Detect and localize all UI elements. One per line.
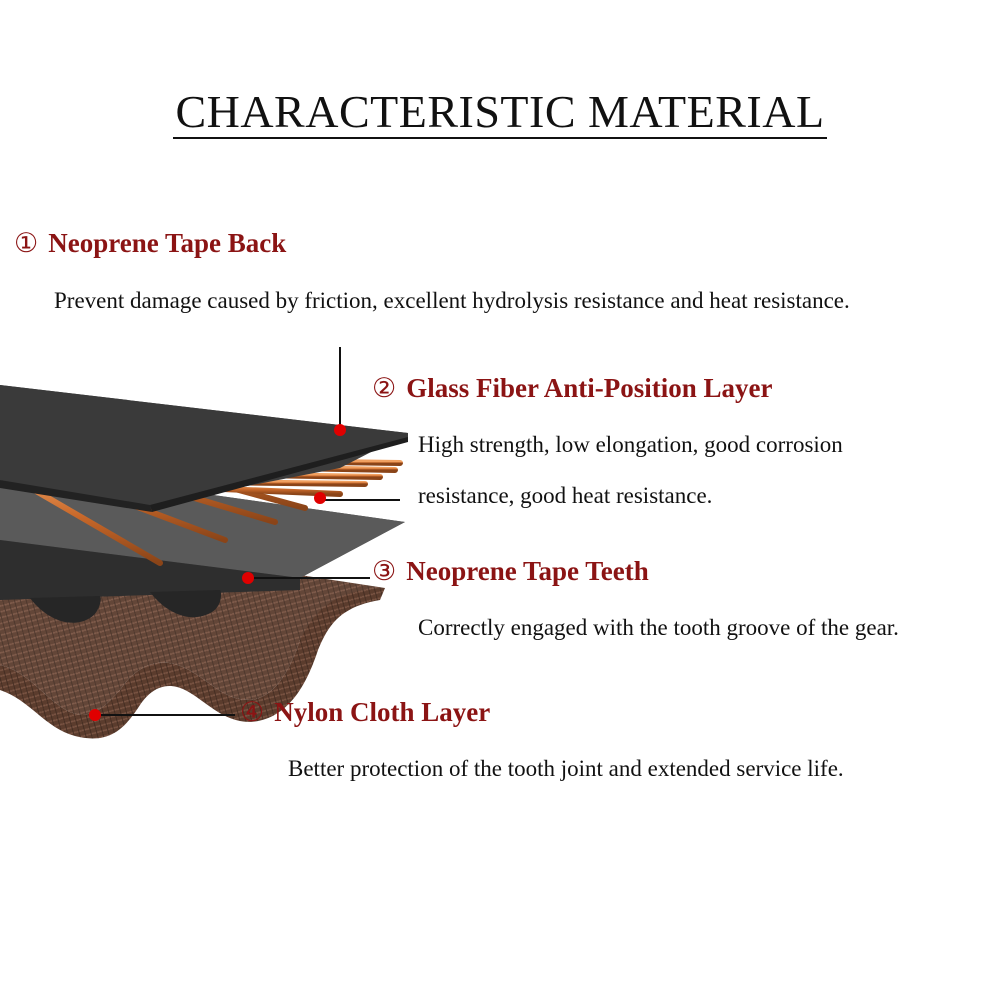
- layer-3-description: Correctly engaged with the tooth groove of the gear.: [418, 615, 899, 640]
- layer-4-description: Better protection of the tooth joint and extended service life.: [288, 756, 844, 781]
- layer-2-description-line-1: High strength, low elongation, good corrosion: [418, 432, 843, 457]
- layer-2-number: ②: [372, 373, 397, 403]
- layer-4-name: Nylon Cloth Layer: [274, 697, 491, 727]
- layer-3-heading: [372, 556, 649, 587]
- layer-1-description: Prevent damage caused by friction, excellent hydrolysis resistance and heat resistance.: [54, 288, 850, 313]
- page-title-text: CHARACTERISTIC MATERIAL: [173, 88, 826, 139]
- layer-3-name: Neoprene Tape Teeth: [406, 556, 649, 586]
- layer-4-number: ④: [240, 697, 265, 727]
- layer-3-number: ③: [372, 556, 397, 586]
- layer-2-heading: [372, 373, 772, 404]
- layer-2-description-line-2: resistance, good heat resistance.: [418, 483, 713, 508]
- layer-4-heading: [240, 697, 490, 728]
- page-title: [0, 88, 1000, 139]
- layer-1-name: Neoprene Tape Back: [48, 228, 287, 258]
- neoprene-back-graphic: [0, 385, 408, 512]
- layer-1-number: ①: [14, 228, 39, 258]
- marker-dot-3: [242, 572, 254, 584]
- marker-dot-4: [89, 709, 101, 721]
- marker-dot-1: [334, 424, 346, 436]
- layer-2-name: Glass Fiber Anti-Position Layer: [406, 373, 773, 403]
- marker-dot-2: [314, 492, 326, 504]
- layer-1-heading: [14, 228, 286, 259]
